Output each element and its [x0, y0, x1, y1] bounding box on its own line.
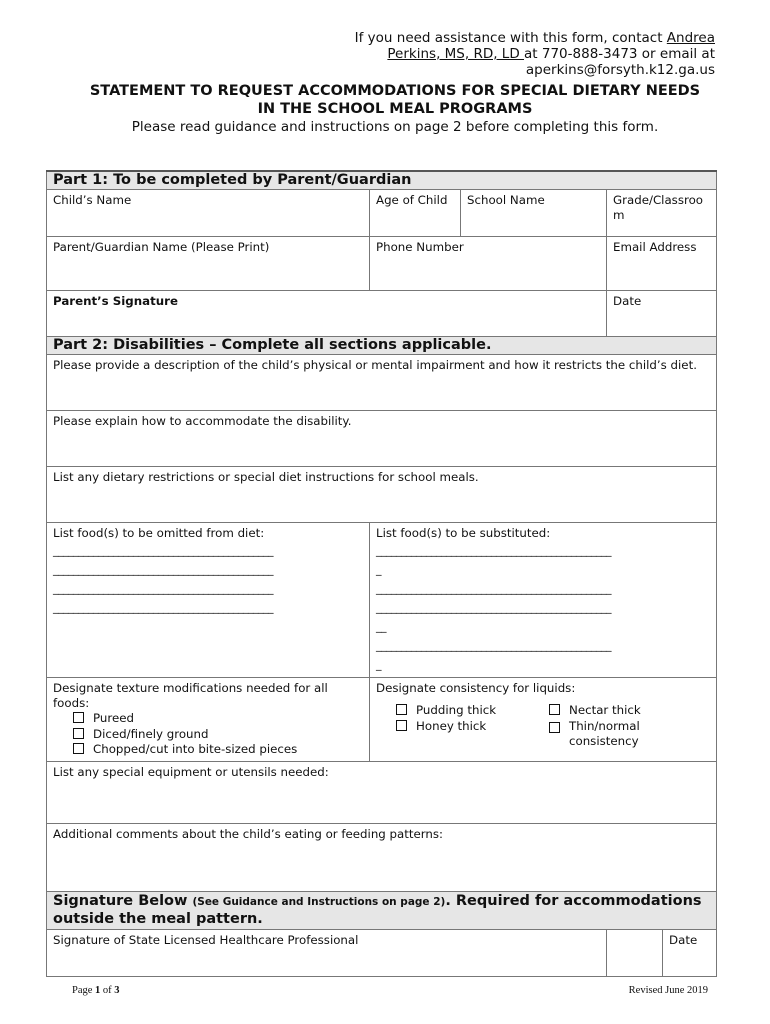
page-number: Page 1 of 3	[72, 985, 120, 996]
part1-heading: Part 1: To be completed by Parent/Guardian	[47, 171, 717, 190]
checkbox[interactable]	[73, 743, 84, 754]
parent-date-field[interactable]: Date	[607, 291, 717, 337]
form-title-line2: IN THE SCHOOL MEAL PROGRAMS	[257, 101, 533, 117]
phone-field[interactable]: Phone Number	[370, 237, 607, 291]
request-form-table	[46, 170, 717, 977]
substituted-foods-field[interactable]: List food(s) to be substituted: _______________________________________________ _ _______________________________________________ _______________________________________________ __ _______________________________________________ _	[370, 523, 717, 678]
checkbox[interactable]	[73, 712, 84, 723]
age-field[interactable]: Age of Child	[370, 190, 461, 237]
liquid-option[interactable]: Nectar thick	[549, 703, 669, 719]
healthcare-signature-field[interactable]: Signature of State Licensed Healthcare Professional	[47, 929, 607, 976]
checkbox[interactable]	[549, 722, 560, 733]
liquid-consistency: Designate consistency for liquids: Pudding thick Honey thick Nectar thick Thin/normal consistency	[370, 678, 717, 762]
restrictions-field[interactable]: List any dietary restrictions or special diet instructions for school meals.	[47, 467, 717, 523]
part2-heading: Part 2: Disabilities – Complete all sections applicable.	[47, 337, 717, 355]
checkbox[interactable]	[73, 728, 84, 739]
contact-name: Andrea Perkins, MS, RD, LD	[387, 30, 715, 62]
texture-option[interactable]: Chopped/cut into bite-sized pieces	[73, 742, 363, 758]
form-subtitle: Please read guidance and instructions on page 2 before completing this form.	[131, 119, 659, 135]
revision-date: Revised June 2019	[628, 985, 708, 996]
healthcare-date-field[interactable]: Date	[607, 929, 717, 976]
parent-signature-field[interactable]: Parent’s Signature	[47, 291, 607, 337]
omitted-foods-field[interactable]: List food(s) to be omitted from diet: ____________________________________________ ____________________________________________ ____________________________________________ ____________________________________________	[47, 523, 370, 678]
contact-email: aperkins@forsyth.k12.ga.us	[525, 62, 715, 78]
checkbox[interactable]	[396, 704, 407, 715]
liquid-option[interactable]: Thin/normal consistency	[549, 719, 669, 750]
equipment-field[interactable]: List any special equipment or utensils needed:	[47, 761, 717, 823]
assistance-note: If you need assistance with this form, contact Andrea Perkins, MS, RD, LD at 770-888-3473 or email at aperkins@forsyth.k12.ga.us	[354, 30, 715, 78]
parent-name-field[interactable]: Parent/Guardian Name (Please Print)	[47, 237, 370, 291]
accommodation-field[interactable]: Please explain how to accommodate the disability.	[47, 411, 717, 467]
comments-field[interactable]: Additional comments about the child’s eating or feeding patterns:	[47, 823, 717, 891]
child-name-field[interactable]: Child’s Name	[47, 190, 370, 237]
email-field[interactable]: Email Address	[607, 237, 717, 291]
liquid-option[interactable]: Honey thick	[396, 719, 549, 735]
texture-modifications: Designate texture modifications needed for all foods: Pureed Diced/finely ground Chopped/cut into bite-sized pieces	[47, 678, 370, 762]
school-name-field[interactable]: School Name	[461, 190, 607, 237]
signature-section-heading: Signature Below (See Guidance and Instructions on page 2). Required for accommodations outside the meal pattern.	[47, 891, 717, 929]
texture-option[interactable]: Diced/finely ground	[73, 727, 363, 743]
impairment-field[interactable]: Please provide a description of the child’s physical or mental impairment and how it restricts the child’s diet.	[47, 355, 717, 411]
grade-field[interactable]: Grade/Classroom	[607, 190, 717, 237]
form-title-line1: STATEMENT TO REQUEST ACCOMMODATIONS FOR SPECIAL DIETARY NEEDS	[89, 83, 701, 99]
checkbox[interactable]	[396, 720, 407, 731]
liquid-option[interactable]: Pudding thick	[396, 703, 549, 719]
texture-option[interactable]: Pureed	[73, 711, 363, 727]
checkbox[interactable]	[549, 704, 560, 715]
